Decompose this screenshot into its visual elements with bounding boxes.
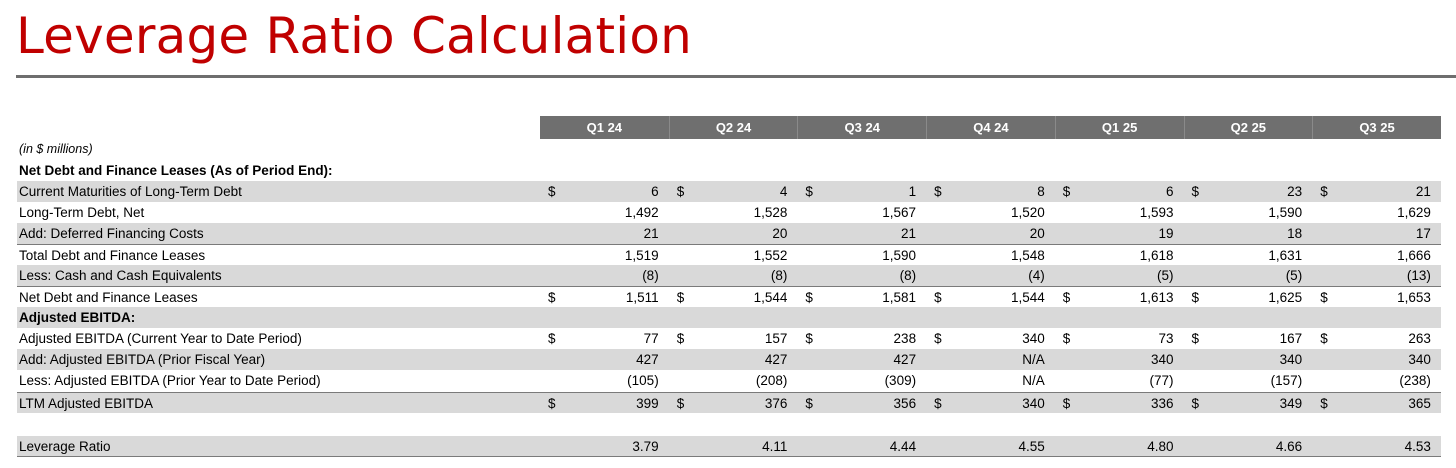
cell-value: 1,653: [1397, 290, 1431, 305]
table-cell: [540, 265, 669, 286]
row-label: Net Debt and Finance Leases: [19, 290, 198, 305]
table-cell: [669, 181, 798, 202]
cell-value: 21: [901, 226, 917, 241]
table-cell: [1312, 223, 1441, 244]
table-cell: [1312, 202, 1441, 223]
cell-value: (208): [755, 373, 788, 388]
table-cell: [926, 393, 1055, 414]
table-cell: [1055, 245, 1184, 266]
cell-value: (238): [1399, 373, 1431, 388]
currency-symbol: $: [1191, 290, 1200, 305]
table-cell: [669, 202, 798, 223]
table-cell: [1312, 436, 1441, 457]
table-cell: [797, 181, 926, 202]
cell-value: 238: [893, 331, 917, 346]
cell-value: 1,581: [882, 290, 917, 305]
table-cell: [669, 436, 798, 457]
currency-symbol: $: [805, 290, 813, 305]
currency-symbol: $: [676, 396, 685, 411]
table-cell: [1055, 436, 1184, 457]
cell-value: 17: [1415, 226, 1431, 241]
cell-value: 340: [1022, 396, 1045, 411]
table-cell: [926, 370, 1055, 391]
cell-value: 1,629: [1397, 205, 1431, 220]
table-cell: [1055, 202, 1184, 223]
cell-value: 1: [908, 184, 917, 199]
cell-value: 4.66: [1275, 439, 1303, 454]
table-cell: [540, 181, 669, 202]
cell-value: 4.53: [1404, 439, 1431, 454]
cell-value: 1,593: [1139, 205, 1174, 220]
table-cell: [797, 436, 926, 457]
row-label: Adjusted EBITDA:: [19, 310, 136, 325]
cell-value: 1,528: [753, 205, 788, 220]
table-row: [17, 202, 1441, 223]
column-header-bar: [540, 116, 1441, 139]
cell-value: 1,552: [753, 248, 788, 263]
currency-symbol: $: [1062, 290, 1071, 305]
table-cell: [797, 202, 926, 223]
table-cell: [669, 328, 798, 349]
table-cell: [540, 223, 669, 244]
cell-value: 4: [779, 184, 788, 199]
column-header: Q2 25: [1184, 116, 1313, 139]
cell-value: (8): [770, 268, 788, 283]
row-label: Current Maturities of Long-Term Debt: [19, 184, 242, 199]
cell-value: (8): [899, 268, 917, 283]
cell-value: (309): [884, 373, 917, 388]
column-header: Q4 24: [926, 116, 1055, 139]
cell-value: 20: [772, 226, 788, 241]
table-cell: [1312, 287, 1441, 308]
cell-value: 427: [893, 352, 917, 367]
currency-symbol: $: [1062, 331, 1071, 346]
currency-symbol: $: [934, 290, 942, 305]
row-label: Total Debt and Finance Leases: [19, 248, 206, 263]
section-header-row: [17, 160, 1441, 181]
cell-value: 1,613: [1139, 290, 1174, 305]
table-cell: [540, 436, 669, 457]
table-cell: [540, 287, 669, 308]
cell-value: N/A: [1022, 352, 1045, 367]
table-cell: [797, 287, 926, 308]
table-cell: [1055, 265, 1184, 286]
table-cell: [1184, 245, 1313, 266]
table-cell: [797, 328, 926, 349]
currency-symbol: $: [805, 331, 813, 346]
currency-symbol: $: [548, 396, 556, 411]
cell-value: 4.11: [762, 439, 788, 454]
row-label: Add: Deferred Financing Costs: [19, 226, 204, 241]
table-cell: [1184, 223, 1313, 244]
cell-value: (105): [627, 373, 659, 388]
currency-symbol: $: [548, 184, 556, 199]
table-cell: [797, 265, 926, 286]
cell-value: 1,590: [882, 248, 917, 263]
cell-value: 1,618: [1139, 248, 1174, 263]
table-cell: [1312, 245, 1441, 266]
row-label: Less: Adjusted EBITDA (Prior Year to Date Period): [19, 373, 321, 388]
column-header: Q3 24: [797, 116, 926, 139]
table-cell: [1312, 370, 1441, 391]
currency-symbol: $: [1320, 184, 1328, 199]
cell-value: (13): [1406, 268, 1431, 283]
cell-value: 1,544: [1010, 290, 1045, 305]
table-cell: [1055, 349, 1184, 370]
table-cell: [1184, 202, 1313, 223]
currency-symbol: $: [1320, 290, 1328, 305]
table-cell: [1312, 265, 1441, 286]
row-label: Add: Adjusted EBITDA (Prior Fiscal Year): [19, 352, 266, 367]
table-cell: [540, 349, 669, 370]
table-cell: [926, 436, 1055, 457]
cell-value: 340: [1279, 352, 1303, 367]
cell-value: 167: [1279, 331, 1303, 346]
currency-symbol: $: [1320, 396, 1328, 411]
table-cell: [926, 349, 1055, 370]
column-header: Q2 24: [669, 116, 798, 139]
table-row: [17, 265, 1441, 286]
cell-value: 20: [1029, 226, 1045, 241]
cell-value: (4): [1028, 268, 1045, 283]
currency-symbol: $: [676, 184, 685, 199]
currency-symbol: $: [1320, 331, 1328, 346]
column-header: Q1 25: [1055, 116, 1184, 139]
table-cell: [1055, 287, 1184, 308]
table-cell: [926, 287, 1055, 308]
page-title: Leverage Ratio Calculation: [16, 7, 693, 65]
cell-value: 4.80: [1147, 439, 1174, 454]
currency-symbol: $: [805, 184, 813, 199]
column-header: Q1 24: [586, 120, 623, 135]
cell-value: 1,544: [753, 290, 788, 305]
table-cell: [1184, 349, 1313, 370]
currency-symbol: $: [1062, 184, 1071, 199]
table-cell: [669, 223, 798, 244]
table-row: [17, 436, 1441, 457]
table-cell: [669, 393, 798, 414]
table-cell: [1184, 287, 1313, 308]
table-cell: [926, 328, 1055, 349]
table-cell: [1184, 370, 1313, 391]
table-cell: [926, 245, 1055, 266]
table-cell: [1184, 393, 1313, 414]
currency-symbol: $: [1191, 396, 1200, 411]
cell-value: 356: [893, 396, 917, 411]
table-cell: [926, 265, 1055, 286]
table-cell: [1055, 181, 1184, 202]
table-cell: [1312, 349, 1441, 370]
cell-value: 1,519: [624, 248, 659, 263]
cell-value: 1,666: [1397, 248, 1431, 263]
table-cell: [1055, 370, 1184, 391]
row-label: Long-Term Debt, Net: [19, 205, 145, 220]
cell-value: 23: [1287, 184, 1303, 199]
row-label: Adjusted EBITDA (Current Year to Date Period): [19, 331, 302, 346]
table-cell: [797, 245, 926, 266]
cell-value: 73: [1158, 331, 1174, 346]
currency-symbol: $: [548, 290, 556, 305]
cell-value: 21: [643, 226, 659, 241]
table-cell: [540, 328, 669, 349]
cell-value: 3.79: [632, 439, 659, 454]
table-cell: [669, 287, 798, 308]
cell-value: 77: [643, 331, 659, 346]
cell-value: 427: [636, 352, 659, 367]
currency-symbol: $: [1062, 396, 1071, 411]
cell-value: 1,492: [624, 205, 659, 220]
table-cell: [669, 245, 798, 266]
table-row: [17, 244, 1441, 265]
cell-value: 18: [1287, 226, 1303, 241]
table-cell: [1055, 393, 1184, 414]
currency-symbol: $: [934, 396, 942, 411]
cell-value: 376: [764, 396, 788, 411]
table-row: [17, 349, 1441, 370]
table-cell: [669, 349, 798, 370]
table-cell: [540, 202, 669, 223]
currency-symbol: $: [676, 331, 685, 346]
cell-value: 19: [1158, 226, 1174, 241]
cell-value: 6: [651, 184, 659, 199]
table-cell: [1055, 328, 1184, 349]
table-row: [17, 328, 1441, 349]
table-cell: [540, 370, 669, 391]
table-row: [17, 286, 1441, 307]
currency-symbol: $: [1191, 184, 1200, 199]
column-header: Q3 25: [1312, 116, 1441, 139]
table-cell: [1184, 265, 1313, 286]
cell-value: 21: [1415, 184, 1431, 199]
cell-value: 157: [764, 331, 788, 346]
row-label: Leverage Ratio: [19, 439, 111, 454]
table-cell: [926, 223, 1055, 244]
table-row: [17, 181, 1441, 202]
title-divider: [16, 75, 1456, 78]
cell-value: 340: [1022, 331, 1045, 346]
cell-value: 1,520: [1010, 205, 1045, 220]
currency-symbol: $: [676, 290, 685, 305]
row-label: Net Debt and Finance Leases (As of Period End):: [19, 163, 333, 178]
table-cell: [797, 349, 926, 370]
table-cell: [540, 393, 669, 414]
cell-value: 399: [636, 396, 659, 411]
cell-value: 6: [1165, 184, 1174, 199]
table-cell: [1312, 181, 1441, 202]
table-cell: [926, 202, 1055, 223]
cell-value: 336: [1150, 396, 1174, 411]
row-label: Less: Cash and Cash Equivalents: [19, 268, 222, 283]
table-cell: [669, 265, 798, 286]
table-cell: [1312, 328, 1441, 349]
table-cell: [1055, 223, 1184, 244]
table-cell: [1184, 181, 1313, 202]
cell-value: 263: [1408, 331, 1431, 346]
cell-value: 1,625: [1268, 290, 1303, 305]
table-cell: [797, 393, 926, 414]
cell-value: (157): [1270, 373, 1303, 388]
cell-value: 340: [1150, 352, 1174, 367]
cell-value: (77): [1149, 373, 1174, 388]
table-cell: [926, 181, 1055, 202]
table-cell: [797, 370, 926, 391]
cell-value: 8: [1037, 184, 1045, 199]
cell-value: (5): [1156, 268, 1174, 283]
table-row: [17, 370, 1441, 391]
table-cell: [540, 245, 669, 266]
cell-value: 4.44: [889, 439, 917, 454]
units-note-row: [17, 139, 1441, 160]
table-row: [17, 223, 1441, 244]
table-cell: [669, 370, 798, 391]
cell-value: 1,511: [625, 290, 659, 305]
table-cell: [1184, 436, 1313, 457]
cell-value: 349: [1279, 396, 1303, 411]
table-row: [17, 392, 1441, 413]
cell-value: 365: [1408, 396, 1431, 411]
table-cell: [1312, 393, 1441, 414]
cell-value: 1,548: [1010, 248, 1045, 263]
row-label: LTM Adjusted EBITDA: [19, 396, 154, 411]
cell-value: N/A: [1022, 373, 1045, 388]
cell-value: 1,631: [1268, 248, 1303, 263]
cell-value: (5): [1285, 268, 1303, 283]
currency-symbol: $: [934, 184, 942, 199]
cell-value: 4.55: [1018, 439, 1045, 454]
cell-value: 1,567: [882, 205, 917, 220]
cell-value: 340: [1408, 352, 1431, 367]
table-cell: [797, 223, 926, 244]
section-header-row: [17, 307, 1441, 328]
currency-symbol: $: [1191, 331, 1200, 346]
currency-symbol: $: [548, 331, 556, 346]
currency-symbol: $: [805, 396, 813, 411]
currency-symbol: $: [934, 331, 942, 346]
table-cell: [1184, 328, 1313, 349]
units-note: (in $ millions): [19, 142, 93, 156]
cell-value: 427: [764, 352, 788, 367]
cell-value: 1,590: [1268, 205, 1303, 220]
cell-value: (8): [642, 268, 659, 283]
